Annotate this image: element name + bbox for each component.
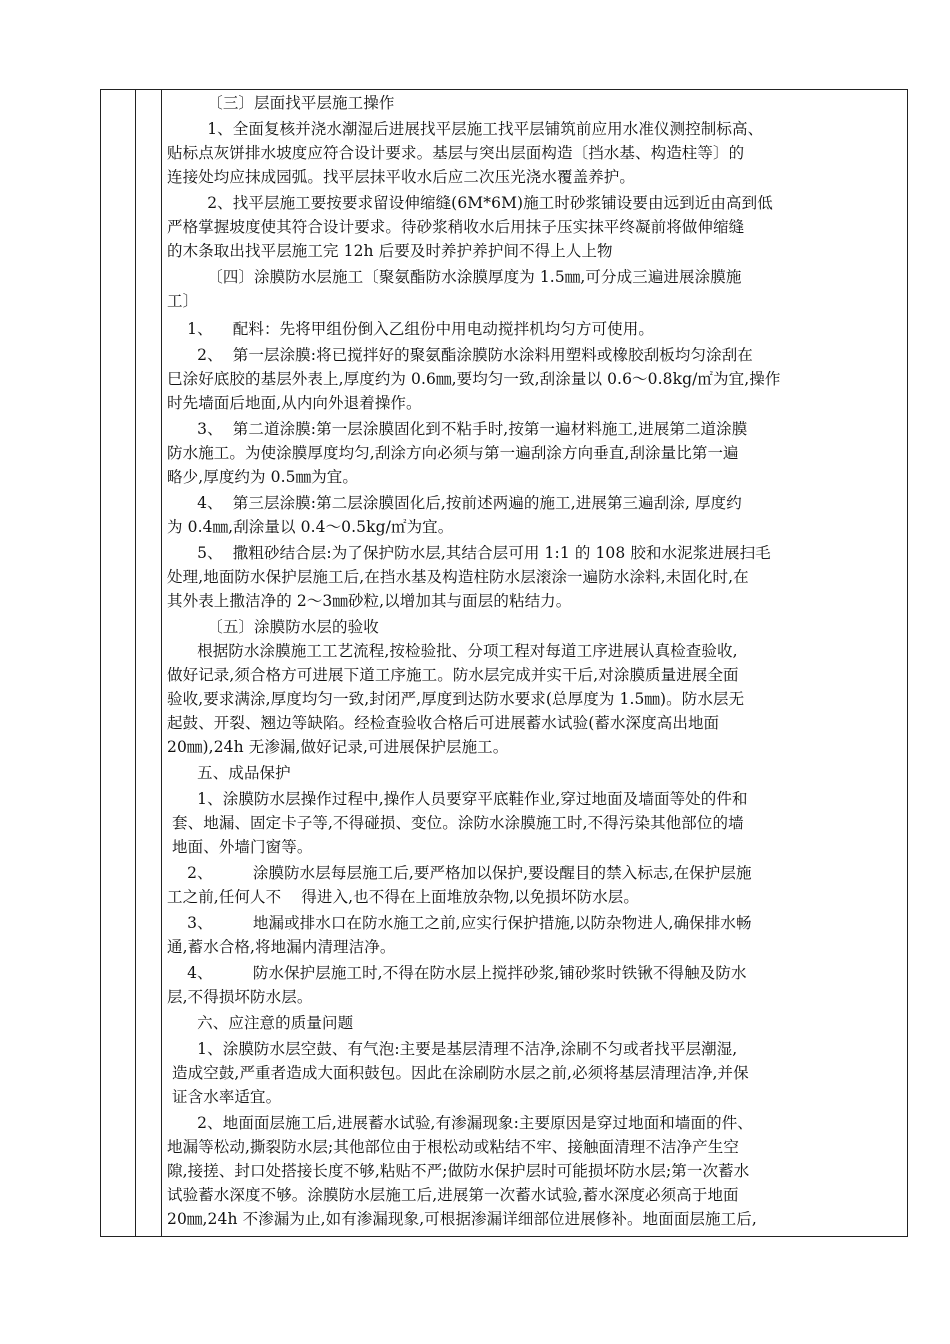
text-line: 工之前,任何人不 得进入,也不得在上面堆放杂物,以免损坏防水层。 [167,888,639,906]
text-line: 〔五〕涂膜防水层的验收 [167,618,379,636]
text-line: 验收,要求满涂,厚度均匀一致,封闭严,厚度到达防水要求(总厚度为 1.5㎜)。防水层无 [167,690,745,708]
text-line: 做好记录,须合格方可进展下道工序施工。防水层完成并实干后,对涂膜质量进展全面 [167,666,739,684]
text-line: 2、 涂膜防水层每层施工后,要严格加以保护,要设醒目的禁入标志,在保护层施 [167,864,752,882]
text-line: 贴标点灰饼排水坡度应符合设计要求。基层与突出层面构造〔挡水基、构造柱等〕的 [167,144,745,162]
text-line: 〔四〕涂膜防水层施工〔聚氨酯防水涂膜厚度为 1.5㎜,可分成三遍进展涂膜施 [167,268,742,286]
column-divider-2 [161,90,162,1236]
text-line: 20㎜,24h 不渗漏为止,如有渗漏现象,可根据渗漏详细部位进展修补。地面面层施工后, [167,1210,757,1228]
text-line: 1、涂膜防水层操作过程中,操作人员要穿平底鞋作业,穿过地面及墙面等处的件和 [167,790,748,808]
text-line: 造成空鼓,严重者造成大面积鼓包。因此在涂刷防水层之前,必须将基层清理洁净,并保 [167,1064,749,1082]
text-line: 时先墙面后地面,从内向外退着操作。 [167,394,422,412]
text-line: 为 0.4㎜,刮涂量以 0.4～0.5kg/㎡为宜。 [167,518,454,536]
text-line: 3、 第二道涂膜:第一层涂膜固化到不粘手时,按第一遍材料施工,进展第二道涂膜 [167,420,748,438]
text-line: 4、 防水保护层施工时,不得在防水层上搅拌砂浆,铺砂浆时铁锹不得触及防水 [167,964,747,982]
text-line: 3、 地漏或排水口在防水施工之前,应实行保护措施,以防杂物进人,确保排水畅 [167,914,752,932]
text-line: 防水施工。为使涂膜厚度均匀,刮涂方向必须与第一遍刮涂方向垂直,刮涂量比第一遍 [167,444,739,462]
text-line: 试验蓄水深度不够。涂膜防水层施工后,进展第一次蓄水试验,蓄水深度必须高于地面 [167,1186,739,1204]
text-line: 〔三〕层面找平层施工操作 [167,94,395,112]
text-line: 处理,地面防水保护层施工后,在挡水基及构造柱防水层滚涂一遍防水涂料,未固化时,在 [167,568,749,586]
text-line: 隙,接搓、封口处搭接长度不够,粘贴不严;做防水保护层时可能损坏防水层;第一次蓄水 [167,1162,750,1180]
text-line: 证含水率适宜。 [167,1088,282,1106]
text-line: 起鼓、开裂、翘边等缺陷。经检查验收合格后可进展蓄水试验(蓄水深度高出地面 [167,714,720,732]
text-line: 20㎜),24h 无渗漏,做好记录,可进展保护层施工。 [167,738,509,756]
text-line: 五、成品保护 [167,764,291,782]
text-line: 套、地漏、固定卡子等,不得碰损、变位。涂防水涂膜施工时,不得污染其他部位的墙 [167,814,744,832]
column-divider-1 [135,90,136,1236]
text-line: 2、地面面层施工后,进展蓄水试验,有渗漏现象:主要原因是穿过地面和墙面的件、 [167,1114,753,1132]
text-line: 其外表上撒洁净的 2～3㎜砂粒,以增加其与面层的粘结力。 [167,592,572,610]
text-line: 5、 撒粗砂结合层:为了保护防水层,其结合层可用 1:1 的 108 胶和水泥浆进展扫毛 [167,544,771,562]
text-line: 地漏等松动,撕裂防水层;其他部位由于根松动或粘结不牢、接触面清理不洁净产生空 [167,1138,739,1156]
text-line: 2、找平层施工要按要求留设伸缩缝(6M*6M)施工时砂浆铺设要由远到近由高到低 [167,194,773,212]
text-line: 工〕 [167,292,199,310]
text-line: 地面、外墙门窗等。 [167,838,313,856]
text-line: 2、 第一层涂膜:将已搅拌好的聚氨酯涂膜防水涂料用塑料或橡胶刮板均匀涂刮在 [167,346,753,364]
document-table [100,89,908,1237]
text-line: 略少,厚度约为 0.5㎜为宜。 [167,468,359,486]
text-line: 1、 配料：先将甲组份倒入乙组份中用电动搅拌机均匀方可使用。 [167,320,654,338]
text-line: 严格掌握坡度使其符合设计要求。待砂浆稍收水后用抹子压实抹平终凝前将做伸缩缝 [167,218,745,236]
text-line: 4、 第三层涂膜:第二层涂膜固化后,按前述两遍的施工,进展第三遍刮涂, 厚度约 [167,494,742,512]
text-line: 连接处均应抹成园弧。找平层抹平收水后应二次压光浇水覆盖养护。 [167,168,636,186]
text-line: 1、涂膜防水层空鼓、有气泡:主要是基层清理不洁净,涂刷不匀或者找平层潮湿, [167,1040,738,1058]
text-line: 巳涂好底胶的基层外表上,厚度约为 0.6㎜,要均匀一致,刮涂量以 0.6～0.8kg/㎡为宜,操作 [167,370,781,388]
text-line: 层,不得损坏防水层。 [167,988,313,1006]
text-line: 六、应注意的质量问题 [167,1014,354,1032]
text-line: 1、全面复核并浇水潮湿后进展找平层施工找平层铺筑前应用水准仪测控制标高、 [167,120,764,138]
text-line: 的木条取出找平层施工完 12h 后要及时养护养护间不得上人上物 [167,242,613,260]
text-line: 根据防水涂膜施工工艺流程,按检验批、分项工程对每道工序进展认真检查验收, [167,642,738,660]
text-line: 通,蓄水合格,将地漏内清理洁净。 [167,938,396,956]
